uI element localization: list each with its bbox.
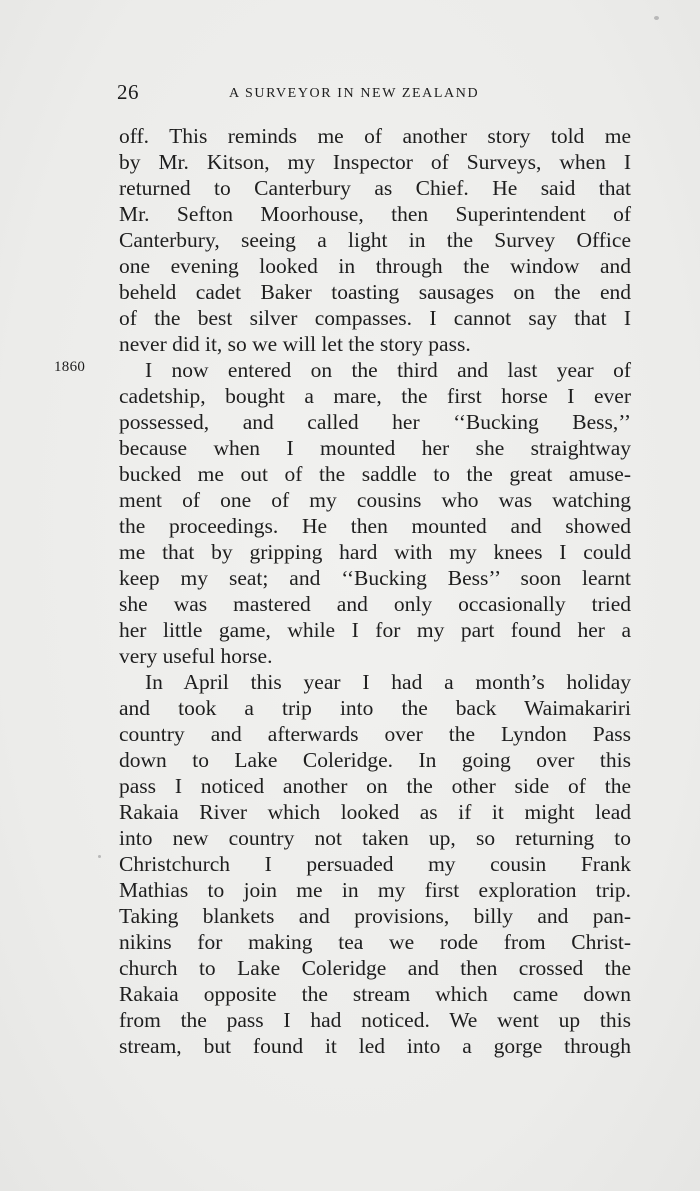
text-line: possessed, and called her ‘‘Bucking Bess,’’ bbox=[119, 410, 631, 434]
text-line: because when I mounted her she straightway bbox=[119, 436, 631, 460]
text-line: into new country not taken up, so returning to bbox=[119, 826, 631, 850]
paper-speck bbox=[654, 16, 659, 20]
text-line: keep my seat; and ‘‘Bucking Bess’’ soon learnt bbox=[119, 566, 631, 590]
text-line: one evening looked in through the window and bbox=[119, 254, 631, 278]
running-title: A SURVEYOR IN NEW ZEALAND bbox=[229, 86, 480, 101]
text-line: very useful horse. bbox=[119, 644, 273, 668]
text-line: never did it, so we will let the story pass. bbox=[119, 332, 471, 356]
text-line: pass I noticed another on the other side of the bbox=[119, 774, 631, 798]
margin-year-note: 1860 bbox=[54, 359, 86, 375]
text-line: cadetship, bought a mare, the first horse I ever bbox=[119, 384, 631, 408]
text-line: and took a trip into the back Waimakariri bbox=[119, 696, 631, 720]
text-line: nikins for making tea we rode from Christ- bbox=[119, 930, 631, 954]
text-line: Mr. Sefton Moorhouse, then Superintendent of bbox=[119, 202, 631, 226]
text-line: stream, but found it led into a gorge through bbox=[119, 1034, 631, 1058]
text-line: country and afterwards over the Lyndon Pass bbox=[119, 722, 631, 746]
text-line: I now entered on the third and last year of bbox=[145, 358, 631, 382]
body-text bbox=[119, 120, 631, 1056]
text-line: from the pass I had noticed. We went up this bbox=[119, 1008, 631, 1032]
text-line: me that by gripping hard with my knees I could bbox=[119, 540, 631, 564]
text-line: the proceedings. He then mounted and showed bbox=[119, 514, 631, 538]
text-line: returned to Canterbury as Chief. He said that bbox=[119, 176, 631, 200]
text-line: down to Lake Coleridge. In going over this bbox=[119, 748, 631, 772]
page-number: 26 bbox=[117, 80, 139, 104]
text-line: Canterbury, seeing a light in the Survey Office bbox=[119, 228, 631, 252]
text-line: by Mr. Kitson, my Inspector of Surveys, when I bbox=[119, 150, 631, 174]
text-line: of the best silver compasses. I cannot say that I bbox=[119, 306, 631, 330]
text-line: Taking blankets and provisions, billy and pan- bbox=[119, 904, 631, 928]
text-line: off. This reminds me of another story told me bbox=[119, 124, 631, 148]
text-line: Rakaia opposite the stream which came down bbox=[119, 982, 631, 1006]
text-line: church to Lake Coleridge and then crossed the bbox=[119, 956, 631, 980]
text-line: ment of one of my cousins who was watching bbox=[119, 488, 631, 512]
text-line: beheld cadet Baker toasting sausages on the end bbox=[119, 280, 631, 304]
text-line: she was mastered and only occasionally tried bbox=[119, 592, 631, 616]
text-line: In April this year I had a month’s holiday bbox=[145, 670, 631, 694]
text-line: Rakaia River which looked as if it might lead bbox=[119, 800, 631, 824]
text-line: Christchurch I persuaded my cousin Frank bbox=[119, 852, 631, 876]
text-line: Mathias to join me in my first exploration trip. bbox=[119, 878, 631, 902]
paper-speck bbox=[98, 855, 101, 858]
text-line: bucked me out of the saddle to the great amuse- bbox=[119, 462, 631, 486]
text-line: her little game, while I for my part found her a bbox=[119, 618, 631, 642]
